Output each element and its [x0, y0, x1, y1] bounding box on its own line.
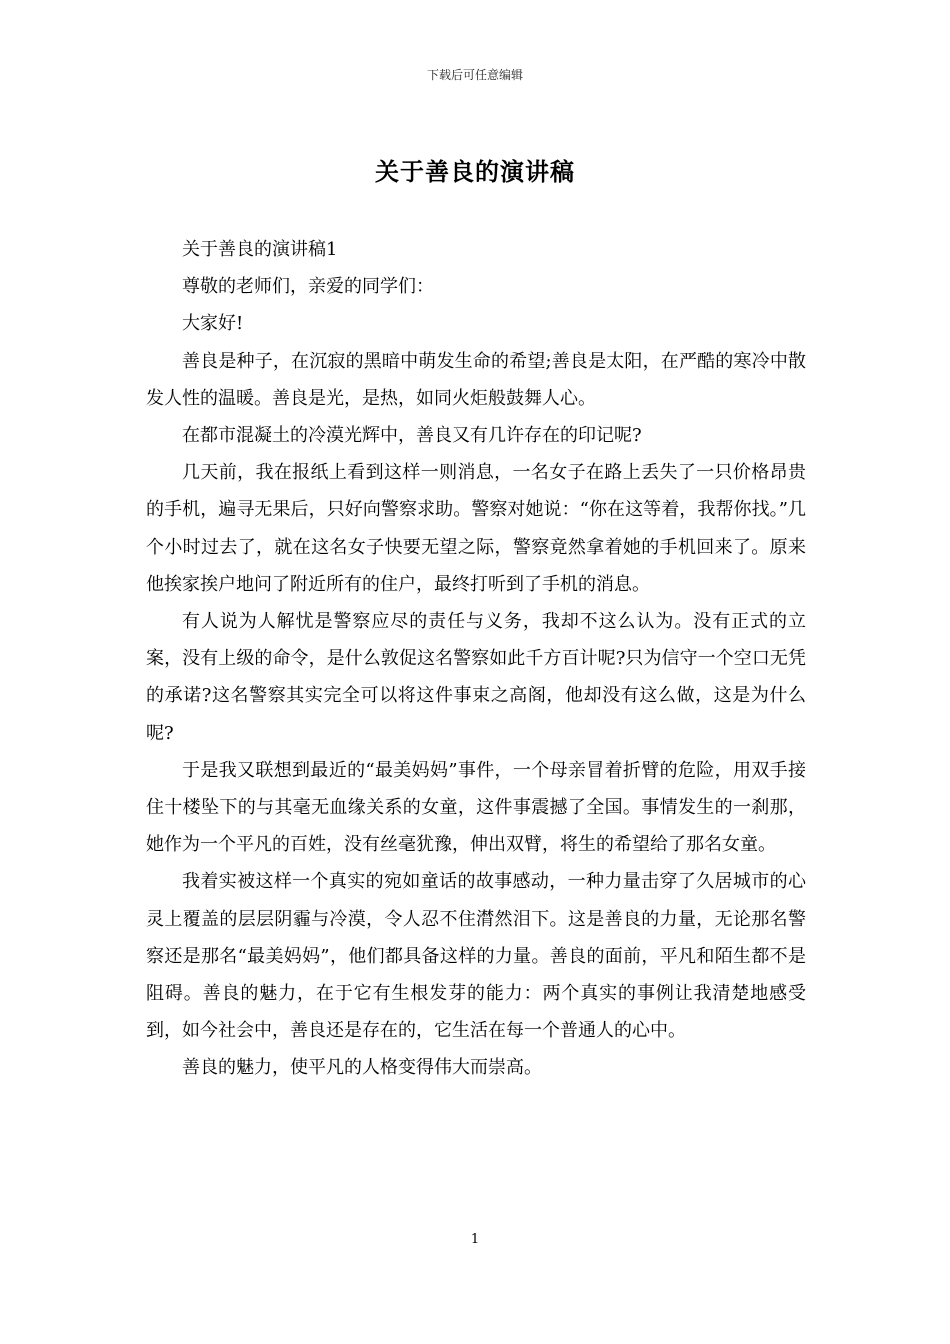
- page-number: 1: [470, 1232, 480, 1247]
- document-body: [146, 231, 806, 1087]
- paragraph: 善良的魅力，使平凡的人格变得伟大而崇高。: [182, 1057, 542, 1079]
- paragraph: 我着实被这样一个真实的宛如童话的故事感动，一种力量击穿了久居城市的心灵上覆盖的层层阴霾与冷漠，令人忍不住潸然泪下。这是善良的力量，无论那名警察还是那名“最美妈妈”，他们都具备这样的力量。善良的面前，平凡和陌生都不是阻碍。善良的魅力，在于它有生根发芽的能力：两个真实的事例让我清楚地感受到，如今社会中，善良还是存在的，它生活在每一个普通人的心中。: [146, 871, 806, 1042]
- paragraph: 几天前，我在报纸上看到这样一则消息，一名女子在路上丢失了一只价格昂贵的手机，遍寻无果后，只好向警察求助。警察对她说：“你在这等着，我帮你找。”几个小时过去了，就在这名女子快要无望之际，警察竟然拿着她的手机回来了。原来他挨家挨户地问了附近所有的住户，最终打听到了手机的消息。: [146, 462, 806, 595]
- header-note: 下载后可任意编辑: [426, 68, 523, 82]
- paragraph: 善良是种子，在沉寂的黑暗中萌发生命的希望;善良是太阳，在严酷的寒冷中散发人性的温暖。善良是光，是热，如同火炬般鼓舞人心。: [146, 350, 806, 409]
- paragraph: 关于善良的演讲稿1: [182, 239, 338, 260]
- paragraph: 于是我又联想到最近的“最美妈妈”事件，一个母亲冒着折臂的危险，用双手接住十楼坠下的与其毫无血缘关系的女童，这件事震撼了全国。事情发生的一刹那，她作为一个平凡的百姓，没有丝毫犹豫，伸出双臂，将生的希望给了那名女童。: [146, 759, 806, 856]
- paragraph: 大家好!: [182, 313, 244, 335]
- document-title: 关于善良的演讲稿: [375, 157, 575, 186]
- paragraph: 尊敬的老师们，亲爱的同学们：: [182, 276, 434, 298]
- paragraph: 在都市混凝土的冷漠光辉中，善良又有几许存在的印记呢?: [182, 425, 642, 447]
- paragraph: 有人说为人解忧是警察应尽的责任与义务，我却不这么认为。没有正式的立案，没有上级的命令，是什么敦促这名警察如此千方百计呢?只为信守一个空口无凭的承诺?这名警察其实完全可以将这件事束之高阁，他却没有这么做，这是为什么呢?: [146, 611, 806, 744]
